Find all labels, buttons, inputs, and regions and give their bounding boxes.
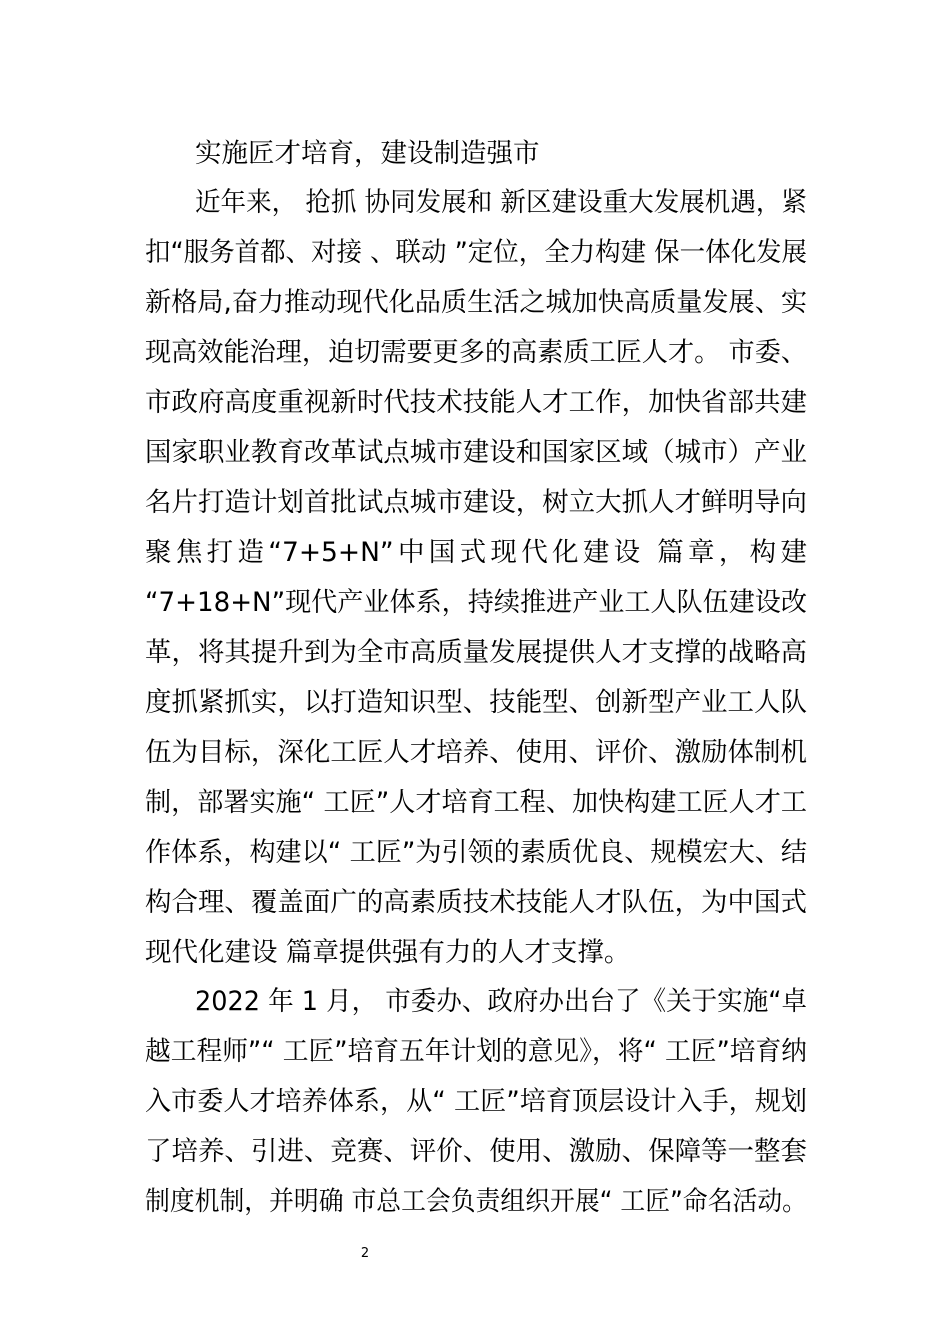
paragraph-1-line-1: 近年来， 抢抓 协同发展和 新区建设重大发展机遇，紧 bbox=[195, 187, 807, 218]
paragraph-1-line-8: 聚焦打造“7+5+N”中国式现代化建设 篇章，构建 bbox=[145, 537, 807, 568]
paragraph-1-line-7: 名片打造计划首批试点城市建设，树立大抓人才鲜明导向 bbox=[145, 487, 807, 518]
paragraph-1-line-16: 现代化建设 篇章提供强有力的人才支撑。 bbox=[145, 937, 631, 968]
paragraph-1-line-2: 扣“服务首都、对接 、联动 ”定位，全力构建 保一体化发展 bbox=[145, 237, 808, 268]
paragraph-1-line-14: 作体系，构建以“ 工匠”为引领的素质优良、规模宏大、结 bbox=[145, 837, 808, 868]
paragraph-1-line-6: 国家职业教育改革试点城市建设和国家区域（城市）产业 bbox=[145, 437, 807, 468]
paragraph-1-line-15: 构合理、覆盖面广的高素质技术技能人才队伍，为中国式 bbox=[145, 887, 807, 918]
paragraph-1-line-3: 新格局,奋力推动现代化品质生活之城加快高质量发展、实 bbox=[145, 287, 808, 318]
paragraph-2-line-1: 2022 年 1 月， 市委办、政府办出台了《关于实施“卓 bbox=[195, 986, 807, 1017]
paragraph-1-line-9: “7+18+N”现代产业体系，持续推进产业工人队伍建设改 bbox=[145, 587, 807, 618]
paragraph-1-line-13: 制，部署实施“ 工匠”人才培育工程、加快构建工匠人才工 bbox=[145, 787, 808, 818]
paragraph-2-line-4: 了培养、引进、竞赛、评价、使用、激励、保障等一整套 bbox=[145, 1136, 807, 1167]
paragraph-1-line-11: 度抓紧抓实，以打造知识型、技能型、创新型产业工人队 bbox=[145, 687, 807, 718]
paragraph-1-line-4: 现高效能治理，迫切需要更多的高素质工匠人才。 市委、 bbox=[145, 337, 808, 368]
section-heading: 实施匠才培育，建设制造强市 bbox=[195, 138, 540, 169]
paragraph-1-line-10: 革，将其提升到为全市高质量发展提供人才支撑的战略高 bbox=[145, 637, 807, 668]
paragraph-1-line-12: 伍为目标，深化工匠人才培养、使用、评价、激励体制机 bbox=[145, 737, 807, 768]
paragraph-2-line-2: 越工程师”“ 工匠”培育五年计划的意见》，将“ 工匠”培育纳 bbox=[145, 1036, 807, 1067]
paragraph-2-line-5: 制度机制，并明确 市总工会负责组织开展“ 工匠”命名活动。 bbox=[145, 1186, 808, 1217]
paragraph-1-line-5: 市政府高度重视新时代技术技能人才工作，加快省部共建 bbox=[145, 387, 807, 418]
page-number: 2 bbox=[360, 1246, 370, 1261]
paragraph-2-line-3: 入市委人才培养体系，从“ 工匠”培育顶层设计入手，规划 bbox=[145, 1086, 808, 1117]
